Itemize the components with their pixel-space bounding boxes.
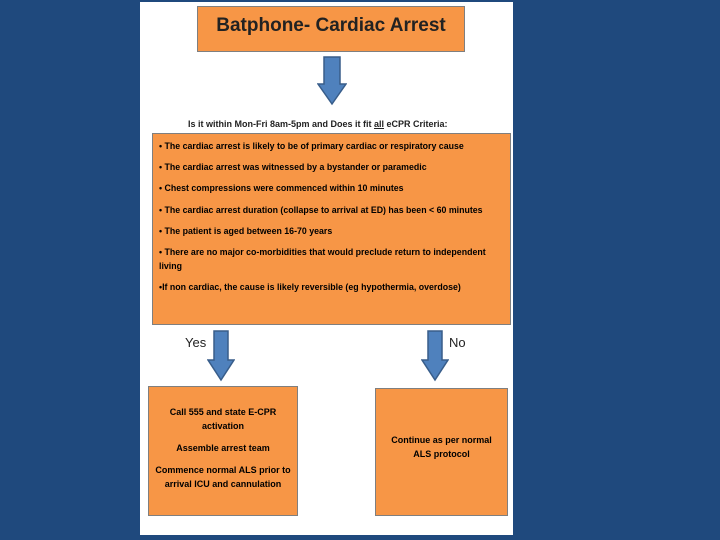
criterion-item: • There are no major co-morbidities that would preclude return to independent living [159, 246, 486, 271]
yes-action-text: Call 555 and state E-CPR activation [169, 407, 277, 431]
criterion-item: • The cardiac arrest is likely to be of primary cardiac or respiratory cause [159, 141, 464, 151]
down-arrow-yes [207, 330, 235, 382]
yes-action-box [148, 386, 298, 516]
criteria-question [188, 119, 488, 129]
no-label: No [449, 335, 466, 350]
flowchart-title: Batphone- Cardiac Arrest [216, 15, 446, 36]
yes-label: Yes [185, 335, 207, 350]
down-arrow-title [317, 56, 347, 106]
criteria-box [152, 133, 511, 325]
no-action-text: Continue as per normal ALS protocol [391, 435, 492, 459]
criterion-item: • The patient is aged between 16-70 years [159, 225, 333, 236]
question-emphasis: all [374, 119, 385, 129]
question-text-after: eCPR Criteria: [384, 119, 448, 129]
criterion-item: • The cardiac arrest was witnessed by a bystander or paramedic [159, 162, 427, 173]
down-arrow-no [421, 330, 449, 382]
criterion-item: • The cardiac arrest duration (collapse to arrival at ED) has been < 60 minutes [159, 204, 483, 215]
flowchart-page [140, 2, 513, 535]
criterion-item: •If non cardiac, the cause is likely reversible (eg hypothermia, overdose) [159, 282, 461, 293]
no-action-box [375, 388, 508, 516]
question-text-before: Is it within Mon-Fri 8am-5pm and Does it fit [188, 119, 375, 129]
criterion-item: • Chest compressions were commenced within 10 minutes [159, 183, 404, 194]
title-box [197, 6, 465, 52]
yes-action-text: Assemble arrest team [176, 443, 270, 453]
yes-action-text: Commence normal ALS prior to arrival ICU and cannulation [155, 465, 291, 489]
